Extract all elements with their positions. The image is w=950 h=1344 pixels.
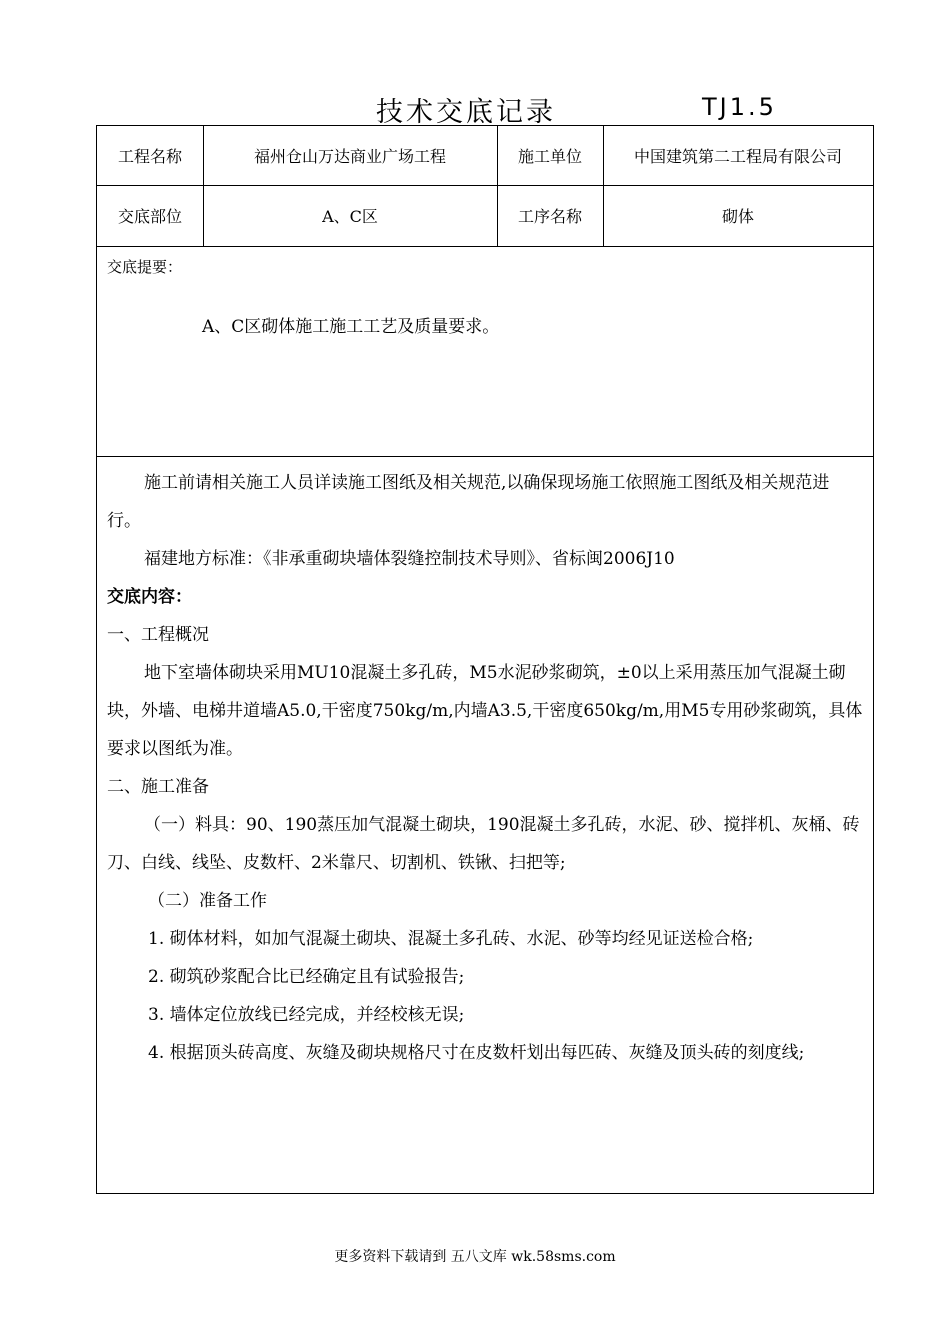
- row-divider-3: [97, 456, 873, 457]
- location-value: A、C区: [322, 207, 378, 226]
- record-table: [96, 125, 874, 1194]
- section-1-body: 地下室墙体砌块采用MU10混凝土多孔砖，M5水泥砂浆砌筑，±0以上采用蒸压加气混凝土砌块，外墙、电梯井道墙A5.0,干密度750kg/m,内墙A3.5,干密度650kg/m,用M5专用砂浆砌筑，具体要求以图纸为准。: [107, 663, 863, 759]
- list-item: 1. 砌体材料，如加气混凝土砌块、混凝土多孔砖、水泥、砂等均经见证送检合格;: [148, 929, 754, 949]
- project-name-value: 福州仓山万达商业广场工程: [253, 147, 446, 166]
- intro-paragraph-2: 福建地方标准：《非承重砌块墙体裂缝控制技术导则》、省标闽2006J10: [144, 549, 675, 569]
- list-item: [107, 1034, 863, 1072]
- project-name-label: 工程名称: [117, 147, 182, 166]
- summary-text: A、C区砌体施工施工工艺及质量要求。: [202, 317, 500, 337]
- row-divider-2: [97, 246, 873, 247]
- section-2-title: 二、施工准备: [107, 777, 209, 797]
- list-item-text: 4. 根据顶头砖高度、灰缝及砌块规格尺寸在皮数杆划出每匹砖、灰缝及顶头砖的刻度线;: [148, 1043, 805, 1063]
- document-code: TJ1.5: [702, 93, 777, 121]
- list-item: 3. 墙体定位放线已经完成，并经校核无误;: [148, 1005, 465, 1025]
- location-label: 交底部位: [117, 207, 182, 226]
- contractor-value: 中国建筑第二工程局有限公司: [633, 147, 842, 166]
- section-2-preparation-title: （二）准备工作: [148, 891, 267, 911]
- section-1-title: 一、工程概况: [107, 625, 209, 645]
- briefing-content: [107, 464, 863, 1072]
- list-item: 2. 砌筑砂浆配合比已经确定且有试验报告;: [148, 967, 465, 987]
- document-title: 技术交底记录: [376, 97, 556, 128]
- section-2-materials: （一）料具：90、190蒸压加气混凝土砌块，190混凝土多孔砖，水泥、砂、搅拌机、灰桶、砖刀、白线、线坠、皮数杆、2米靠尺、切割机、铁锹、扫把等;: [107, 815, 860, 873]
- content-heading: 交底内容：: [107, 587, 192, 607]
- process-value: 砌体: [721, 207, 754, 226]
- intro-paragraph-1: 施工前请相关施工人员详读施工图纸及相关规范,以确保现场施工依照施工图纸及相关规范进行。: [107, 473, 830, 531]
- footer-text: 更多资料下载请到 五八文库 wk.58sms.com: [334, 1249, 616, 1265]
- process-label: 工序名称: [517, 207, 582, 226]
- summary-label: 交底提要：: [107, 258, 183, 276]
- contractor-label: 施工单位: [517, 147, 582, 166]
